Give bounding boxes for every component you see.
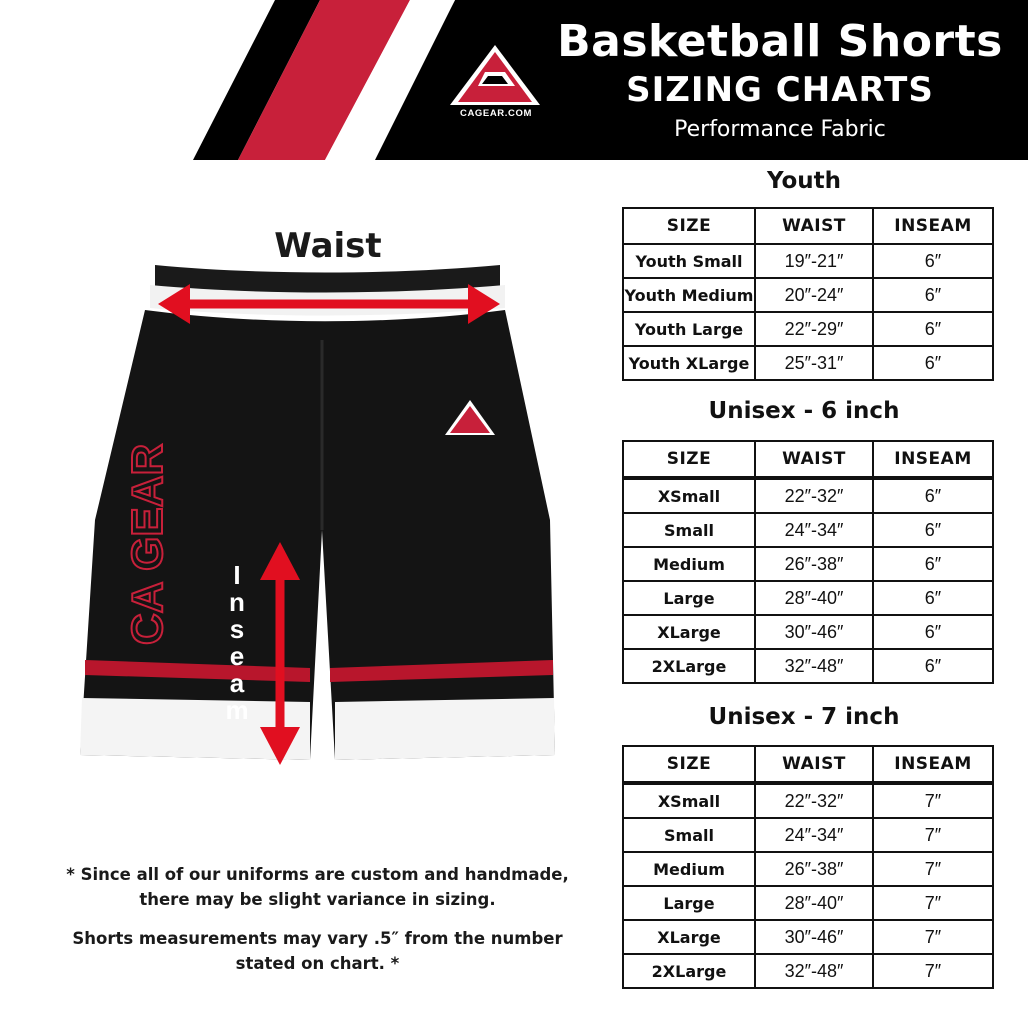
table-row <box>623 547 993 581</box>
waist-cell: 20″-24″ <box>755 278 873 312</box>
inseam-cell: 6″ <box>873 513 993 547</box>
sizing-note-2: Shorts measurements may vary .5″ from the number stated on chart. * <box>72 929 563 973</box>
waist-cell: 30″-46″ <box>755 615 873 649</box>
table-title: Unisex - 6 inch <box>708 398 900 424</box>
waist-cell: 32″-48″ <box>755 954 873 988</box>
waist-label: Waist <box>274 226 382 266</box>
page-title: Basketball Shorts <box>557 16 1003 67</box>
table-row <box>623 886 993 920</box>
size-cell: Youth XLarge <box>623 346 755 380</box>
inseam-letter: a <box>229 668 245 698</box>
sizing-note-1: * Since all of our uniforms are custom and handmade, there may be slight variance in sizing. <box>66 865 569 909</box>
size-cell: 2XLarge <box>623 954 755 988</box>
table-title: Youth <box>766 168 842 194</box>
waist-cell: 22″-32″ <box>755 478 873 513</box>
inseam-cell: 6″ <box>873 278 993 312</box>
shorts-illustration <box>60 220 580 780</box>
column-header: INSEAM <box>873 208 993 244</box>
column-header: WAIST <box>755 746 873 783</box>
waist-cell: 28″-40″ <box>755 581 873 615</box>
inseam-cell: 7″ <box>873 818 993 852</box>
table-row <box>623 615 993 649</box>
size-cell: Medium <box>623 852 755 886</box>
inseam-cell: 6″ <box>873 244 993 278</box>
table-row <box>623 244 993 278</box>
inseam-cell: 6″ <box>873 312 993 346</box>
waist-cell: 32″-48″ <box>755 649 873 683</box>
table-header-row <box>623 441 993 478</box>
inseam-letter: e <box>229 641 245 671</box>
column-header: INSEAM <box>873 746 993 783</box>
size-cell: Medium <box>623 547 755 581</box>
table-row <box>623 649 993 683</box>
table-title: Unisex - 7 inch <box>708 704 900 730</box>
page-subtitle: SIZING CHARTS <box>626 70 934 110</box>
waist-cell: 24″-34″ <box>755 513 873 547</box>
title-block <box>540 14 1020 146</box>
waist-cell: 28″-40″ <box>755 886 873 920</box>
sizing-table <box>622 440 994 684</box>
page-tagline: Performance Fabric <box>674 117 886 142</box>
inseam-cell: 6″ <box>873 581 993 615</box>
size-cell: 2XLarge <box>623 649 755 683</box>
table-row <box>623 581 993 615</box>
inseam-letter: s <box>229 614 245 644</box>
waist-cell: 19″-21″ <box>755 244 873 278</box>
inseam-cell: 6″ <box>873 649 993 683</box>
inseam-cell: 7″ <box>873 886 993 920</box>
waist-cell: 22″-32″ <box>755 783 873 818</box>
waist-cell: 26″-38″ <box>755 852 873 886</box>
table-header-row <box>623 208 993 244</box>
table-header-row <box>623 746 993 783</box>
size-cell: Small <box>623 513 755 547</box>
waist-cell: 25″-31″ <box>755 346 873 380</box>
column-header: WAIST <box>755 208 873 244</box>
table-row <box>623 478 993 513</box>
size-cell: Large <box>623 886 755 920</box>
inseam-letter: I <box>233 560 241 590</box>
waist-cell: 26″-38″ <box>755 547 873 581</box>
inseam-cell: 6″ <box>873 346 993 380</box>
waist-cell: 24″-34″ <box>755 818 873 852</box>
table-row <box>623 818 993 852</box>
waist-cell: 22″-29″ <box>755 312 873 346</box>
size-cell: Large <box>623 581 755 615</box>
table-row <box>623 278 993 312</box>
table-row <box>623 346 993 380</box>
inseam-letter: n <box>229 587 245 617</box>
table-row <box>623 312 993 346</box>
size-cell: Youth Medium <box>623 278 755 312</box>
inseam-cell: 6″ <box>873 615 993 649</box>
inseam-cell: 7″ <box>873 783 993 818</box>
sizing-table <box>622 745 994 989</box>
column-header: INSEAM <box>873 441 993 478</box>
size-cell: Youth Large <box>623 312 755 346</box>
inseam-letter: m <box>225 695 249 725</box>
sizing-table <box>622 207 994 381</box>
inseam-cell: 6″ <box>873 478 993 513</box>
logo-wordmark: CAGEAR.COM <box>460 108 532 119</box>
side-print-text: CA GEAR <box>123 443 172 645</box>
table-row <box>623 920 993 954</box>
table-row <box>623 852 993 886</box>
size-cell: Youth Small <box>623 244 755 278</box>
inseam-cell: 6″ <box>873 547 993 581</box>
inseam-cell: 7″ <box>873 852 993 886</box>
column-header: WAIST <box>755 441 873 478</box>
inseam-cell: 7″ <box>873 920 993 954</box>
size-cell: XLarge <box>623 920 755 954</box>
table-row <box>623 513 993 547</box>
table-row <box>623 954 993 988</box>
size-cell: XLarge <box>623 615 755 649</box>
waist-cell: 30″-46″ <box>755 920 873 954</box>
size-cell: XSmall <box>623 783 755 818</box>
column-header: SIZE <box>623 208 755 244</box>
inseam-cell: 7″ <box>873 954 993 988</box>
size-cell: Small <box>623 818 755 852</box>
size-cell: XSmall <box>623 478 755 513</box>
table-row <box>623 783 993 818</box>
column-header: SIZE <box>623 746 755 783</box>
column-header: SIZE <box>623 441 755 478</box>
